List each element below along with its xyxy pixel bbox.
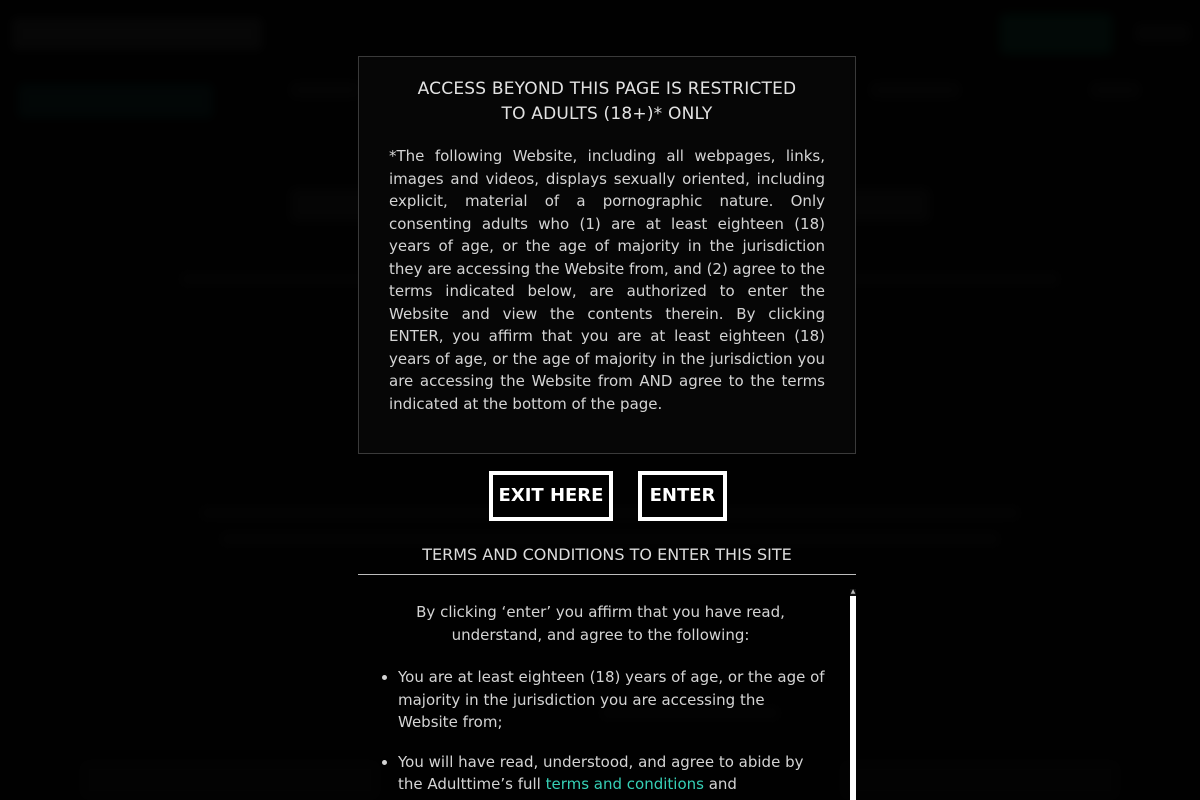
terms-item-age: • You are at least eighteen (18) years of age, or the age of majority in the jurisdiction you are accessing the Website from; <box>398 666 843 734</box>
scroll-up-arrow-icon[interactable]: ▲ <box>850 589 856 595</box>
terms-item-conditions-tail: and <box>703 775 737 793</box>
terms-scrollbar[interactable] <box>850 589 856 800</box>
terms-list <box>358 666 843 796</box>
terms-title: TERMS AND CONDITIONS TO ENTER THIS SITE <box>422 545 792 564</box>
terms-scroll-box[interactable] <box>358 589 856 800</box>
action-buttons <box>358 471 856 521</box>
terms-item-conditions <box>398 751 843 796</box>
notice-title <box>389 77 825 127</box>
restriction-notice <box>358 56 856 454</box>
terms-item-conditions-text: You will have read, understood, and agree to abide by the Adulttime’s full <box>398 752 804 793</box>
notice-title-line-2: TO ADULTS (18+)* ONLY <box>501 104 713 124</box>
terms-intro: By clicking ‘enter’ you affirm that you have read, understand, and agree to the following: <box>416 603 785 644</box>
notice-title-line-1: ACCESS BEYOND THIS PAGE IS RESTRICTED <box>417 79 797 99</box>
exit-button[interactable]: EXIT HERE <box>489 471 613 521</box>
terms-divider <box>358 574 856 575</box>
terms-and-conditions-link[interactable]: terms and conditions <box>545 775 704 793</box>
scrollbar-thumb[interactable] <box>850 596 856 800</box>
terms-content <box>358 589 843 800</box>
notice-body: *The following Website, including all webpages, links, images and videos, displays sexually oriented, including explicit, material of a pornographic nature. Only consenting adults who (1) are at least eighteen (18) years of age, or the age of majority in the jurisdiction they are accessing the Website from, and (2) agree to the terms indicated below, are authorized to enter the Website and view the contents therein. By clicking ENTER, you affirm that you are at least eighteen (18) years of age, or the age of majority in the jurisdiction you are accessing the Website from AND agree to the terms indicated at the bottom of the page. <box>389 147 825 413</box>
enter-button[interactable]: ENTER <box>638 471 727 521</box>
